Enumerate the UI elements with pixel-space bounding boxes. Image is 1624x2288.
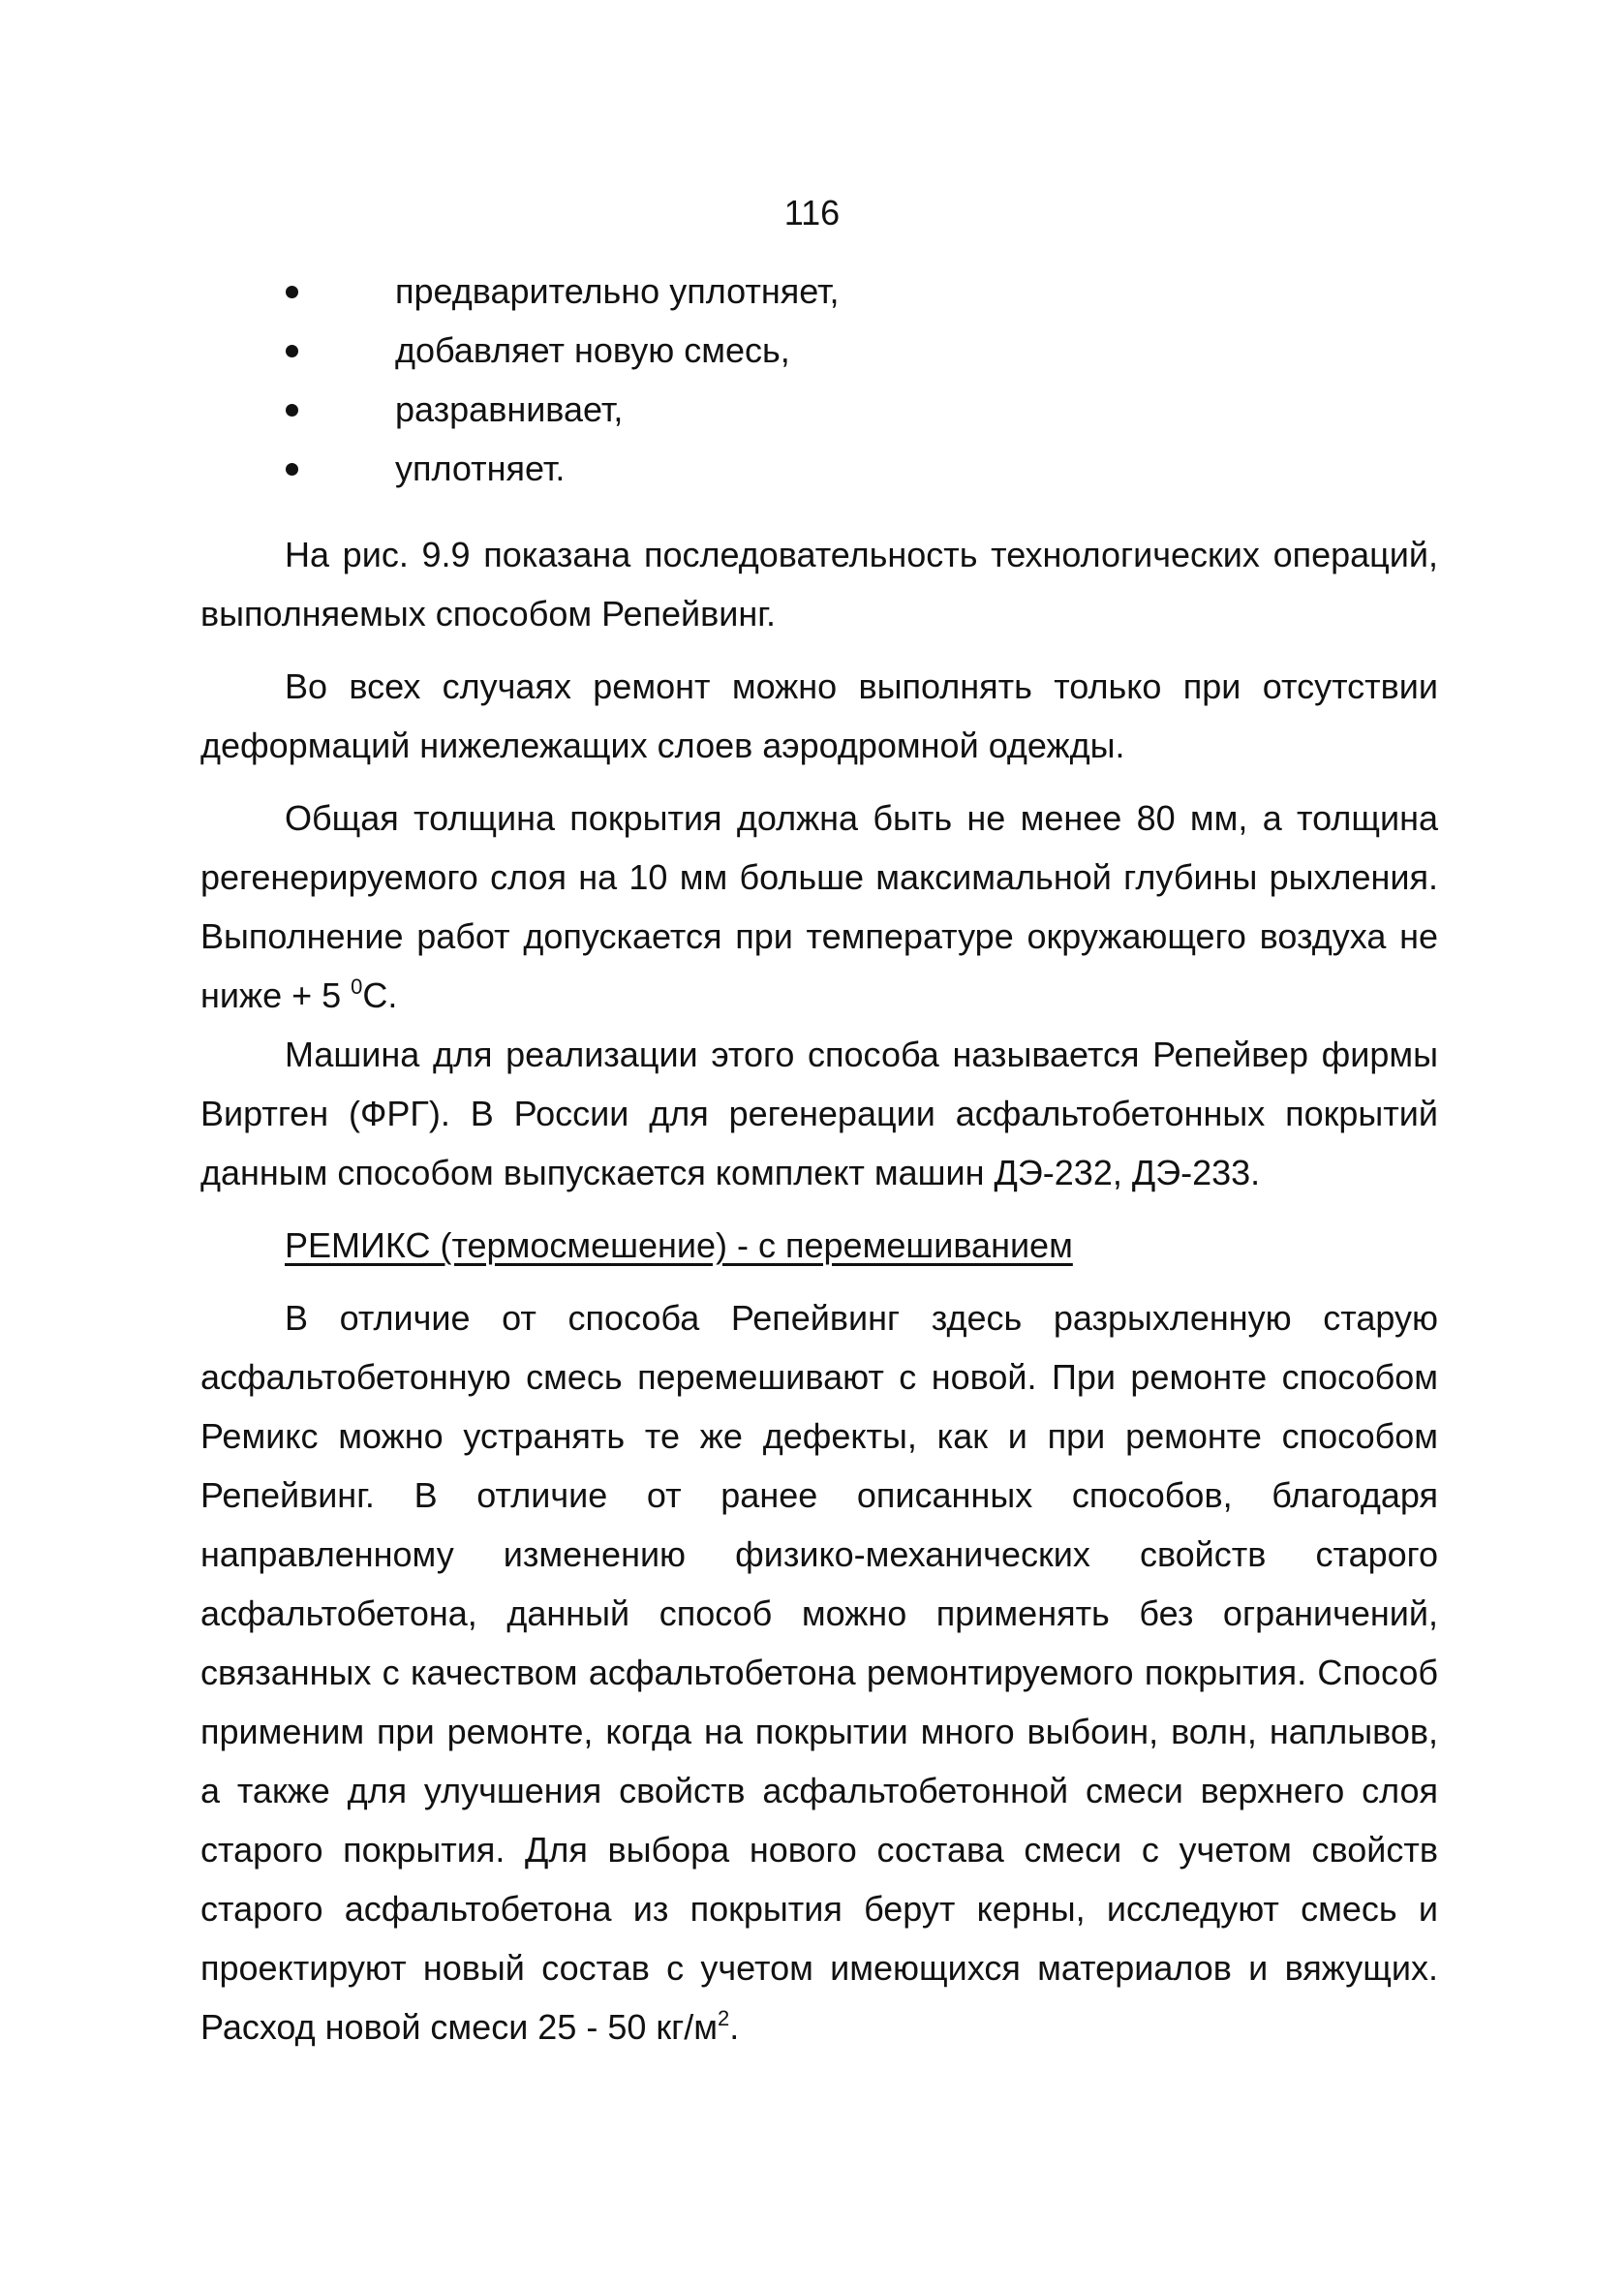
- bullet-icon: [286, 463, 298, 476]
- list-item: уплотняет.: [200, 439, 1438, 498]
- bullet-list: [200, 262, 1438, 498]
- paragraph-machine: Машина для реализации этого способа называется Репейвер фирмы Виртген (ФРГ). В России для регенерации асфальтобетонных покрытий данным способом выпускается комплект машин ДЭ-232, ДЭ-233.: [200, 1035, 1438, 1192]
- bullet-icon: [286, 404, 298, 417]
- page-number-text: 116: [783, 193, 841, 232]
- paragraph-repair-conditions: Во всех случаях ремонт можно выполнять только при отсутствии деформаций нижележащих слоев аэродромной одежды.: [200, 666, 1438, 765]
- page-number: [0, 190, 1624, 236]
- bullet-icon: [286, 286, 298, 298]
- paragraph-thickness-requirements: Общая толщина покрытия должна быть не менее 80 мм, а толщина регенерируемого слоя на 10 мм больше максимальной глубины рыхления. Выполнение работ допускается при температуре окружающего воздуха не ниже + 5 $^0$С.: [200, 798, 1438, 1015]
- paragraph-figure-reference: На рис. 9.9 показана последовательность технологических операций, выполняемых способом Репейвинг.: [200, 535, 1438, 634]
- list-item: предварительно уплотняет,: [200, 262, 1438, 321]
- list-item: добавляет новую смесь,: [200, 321, 1438, 380]
- page-body: [200, 262, 1438, 2056]
- list-item: разравнивает,: [200, 380, 1438, 439]
- section-heading: РЕМИКС (термосмешение) - с перемешиванием: [285, 1225, 1073, 1265]
- bullet-icon: [286, 345, 298, 357]
- degree-superscript: 0: [351, 974, 363, 999]
- unit-superscript: 2: [718, 2006, 730, 2030]
- paragraph-remix-description: В отличие от способа Репейвинг здесь разрыхленную старую асфальтобетонную смесь перемешивают с новой. При ремонте способом Ремикс можно устранять те же дефекты, как и при ремонте способом Репейвинг. В отличие от ранее описанных способов, благодаря направленному изменению физико-механических свойств старого асфальтобетона, данный способ можно применять без ограничений, связанных с качеством асфальтобетона ремонтируемого покрытия. Способ применим при ремонте, когда на покрытии много выбоин, волн, наплывов, а также для улучшения свойств асфальтобетонной смеси верхнего слоя старого покрытия. Для выбора нового состава смеси с учетом свойств старого асфальтобетона из покрытия берут керны, исследуют смесь и проектируют новый состав с учетом имеющихся материалов и вяжущих. Расход новой смеси 25 - 50 $кг/м^2$.: [200, 1298, 1438, 2047]
